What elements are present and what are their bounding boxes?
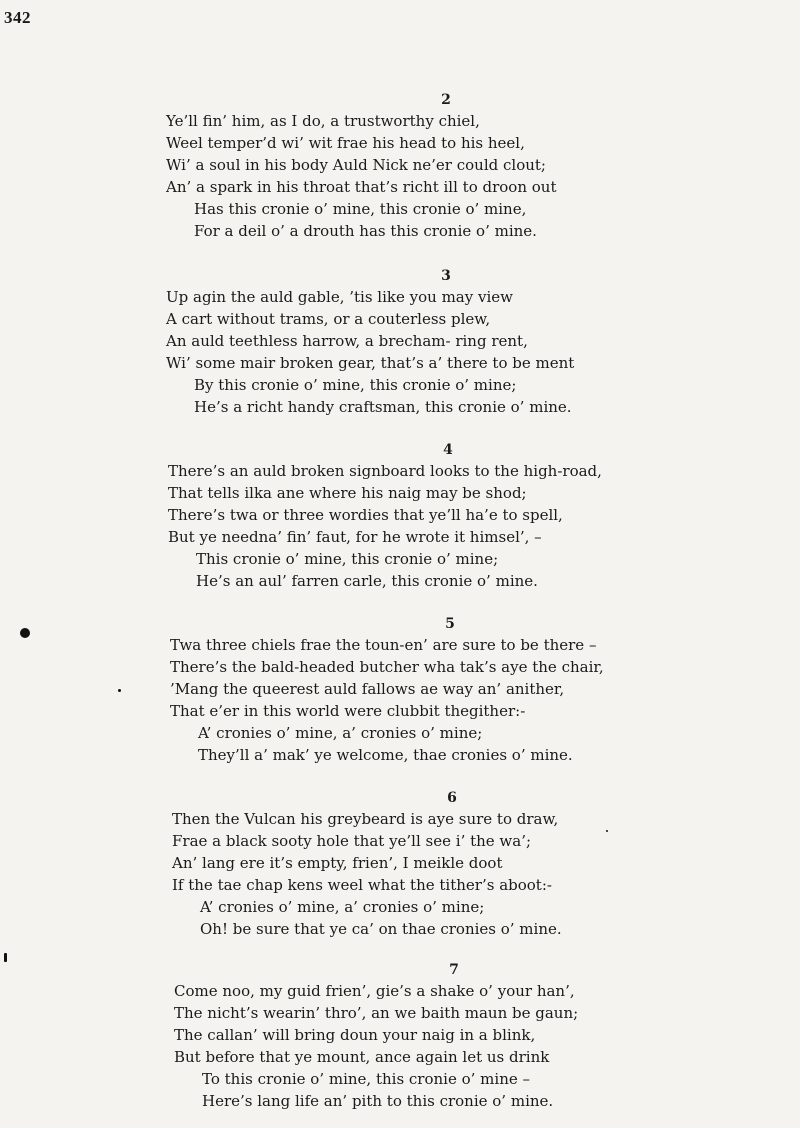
verse-line: A cart without trams, or a couterless plew, xyxy=(166,310,491,328)
ink-speck xyxy=(118,689,121,692)
verse-line: But ye needna’ fin’ faut, for he wrote it himsel’, – xyxy=(168,528,542,546)
verse-line: The callan’ will bring doun your naig in a blink, xyxy=(174,1026,536,1044)
verse-line: Wi’ some mair broken gear, that’s a’ there to be ment xyxy=(166,354,575,372)
verse-line: That tells ilka ane where his naig may be shod; xyxy=(168,484,527,502)
stanza-2 xyxy=(166,90,726,242)
stanza-4 xyxy=(168,440,728,592)
stanza-number: 2 xyxy=(441,92,451,108)
verse-line: Wi’ a soul in his body Auld Nick ne’er could clout; xyxy=(166,156,546,174)
ink-speck xyxy=(4,953,7,962)
refrain-line: A’ cronies o’ mine, a’ cronies o’ mine; xyxy=(198,724,483,742)
refrain-line: He’s an aul’ farren carle, this cronie o’ mine. xyxy=(196,572,538,590)
stanza-7 xyxy=(174,960,734,1112)
verse-line: Up agin the auld gable, ’tis like you may view xyxy=(166,288,513,306)
verse-line: Come noo, my guid frien’, gie’s a shake o’ your han’, xyxy=(174,982,575,1000)
verse-line: If the tae chap kens weel what the tither’s aboot:- xyxy=(172,876,552,894)
verse-line: Weel temper’d wi’ wit frae his head to his heel, xyxy=(166,134,525,152)
refrain-line: This cronie o’ mine, this cronie o’ mine; xyxy=(196,550,499,568)
stanza-3 xyxy=(166,266,726,418)
refrain-line: Oh! be sure that ye ca’ on thae cronies o’ mine. xyxy=(200,920,562,938)
refrain-line: For a deil o’ a drouth has this cronie o’ mine. xyxy=(194,222,537,240)
verse-line: Frae a black sooty hole that ye’ll see i’ the wa’; xyxy=(172,832,532,850)
verse-line: Twa three chiels frae the toun-en’ are sure to be there – xyxy=(170,636,597,654)
refrain-line: He’s a richt handy craftsman, this cronie o’ mine. xyxy=(194,398,572,416)
refrain-line: A’ cronies o’ mine, a’ cronies o’ mine; xyxy=(200,898,485,916)
verse-line: That e’er in this world were clubbit thegither:- xyxy=(170,702,526,720)
page-number: 342 xyxy=(4,8,31,27)
verse-line: The nicht’s wearin’ thro’, an we baith maun be gaun; xyxy=(174,1004,579,1022)
verse-line: An auld teethless harrow, a brecham- ring rent, xyxy=(166,332,528,350)
verse-line: There’s twa or three wordies that ye’ll ha’e to spell, xyxy=(168,506,563,524)
stanza-6 xyxy=(172,788,732,940)
stanza-number: 3 xyxy=(441,268,451,284)
verse-line: An’ a spark in his throat that’s richt ill to droon out xyxy=(166,178,557,196)
verse-line: ’Mang the queerest auld fallows ae way an’ anither, xyxy=(170,680,565,698)
refrain-line: To this cronie o’ mine, this cronie o’ mine – xyxy=(202,1070,531,1088)
ink-speck xyxy=(606,830,608,832)
stanza-number: 7 xyxy=(449,962,459,978)
refrain-line: They’ll a’ mak’ ye welcome, thae cronies o’ mine. xyxy=(198,746,573,764)
stanza-5 xyxy=(170,614,730,766)
ink-spot xyxy=(20,628,30,638)
verse-line: Ye’ll fin’ him, as I do, a trustworthy chiel, xyxy=(166,112,480,130)
refrain-line: Here’s lang life an’ pith to this cronie o’ mine. xyxy=(202,1092,554,1110)
refrain-line: By this cronie o’ mine, this cronie o’ mine; xyxy=(194,376,517,394)
verse-line: There’s an auld broken signboard looks to the high-road, xyxy=(168,462,602,480)
verse-line: An’ lang ere it’s empty, frien’, I meikle doot xyxy=(172,854,503,872)
verse-line: There’s the bald-headed butcher wha tak’s aye the chair, xyxy=(170,658,604,676)
stanza-number: 5 xyxy=(445,616,455,632)
verse-line: But before that ye mount, ance again let us drink xyxy=(174,1048,550,1066)
verse-line: Then the Vulcan his greybeard is aye sure to draw, xyxy=(172,810,559,828)
refrain-line: Has this cronie o’ mine, this cronie o’ mine, xyxy=(194,200,527,218)
stanza-number: 6 xyxy=(447,790,457,806)
stanza-number: 4 xyxy=(443,442,453,458)
